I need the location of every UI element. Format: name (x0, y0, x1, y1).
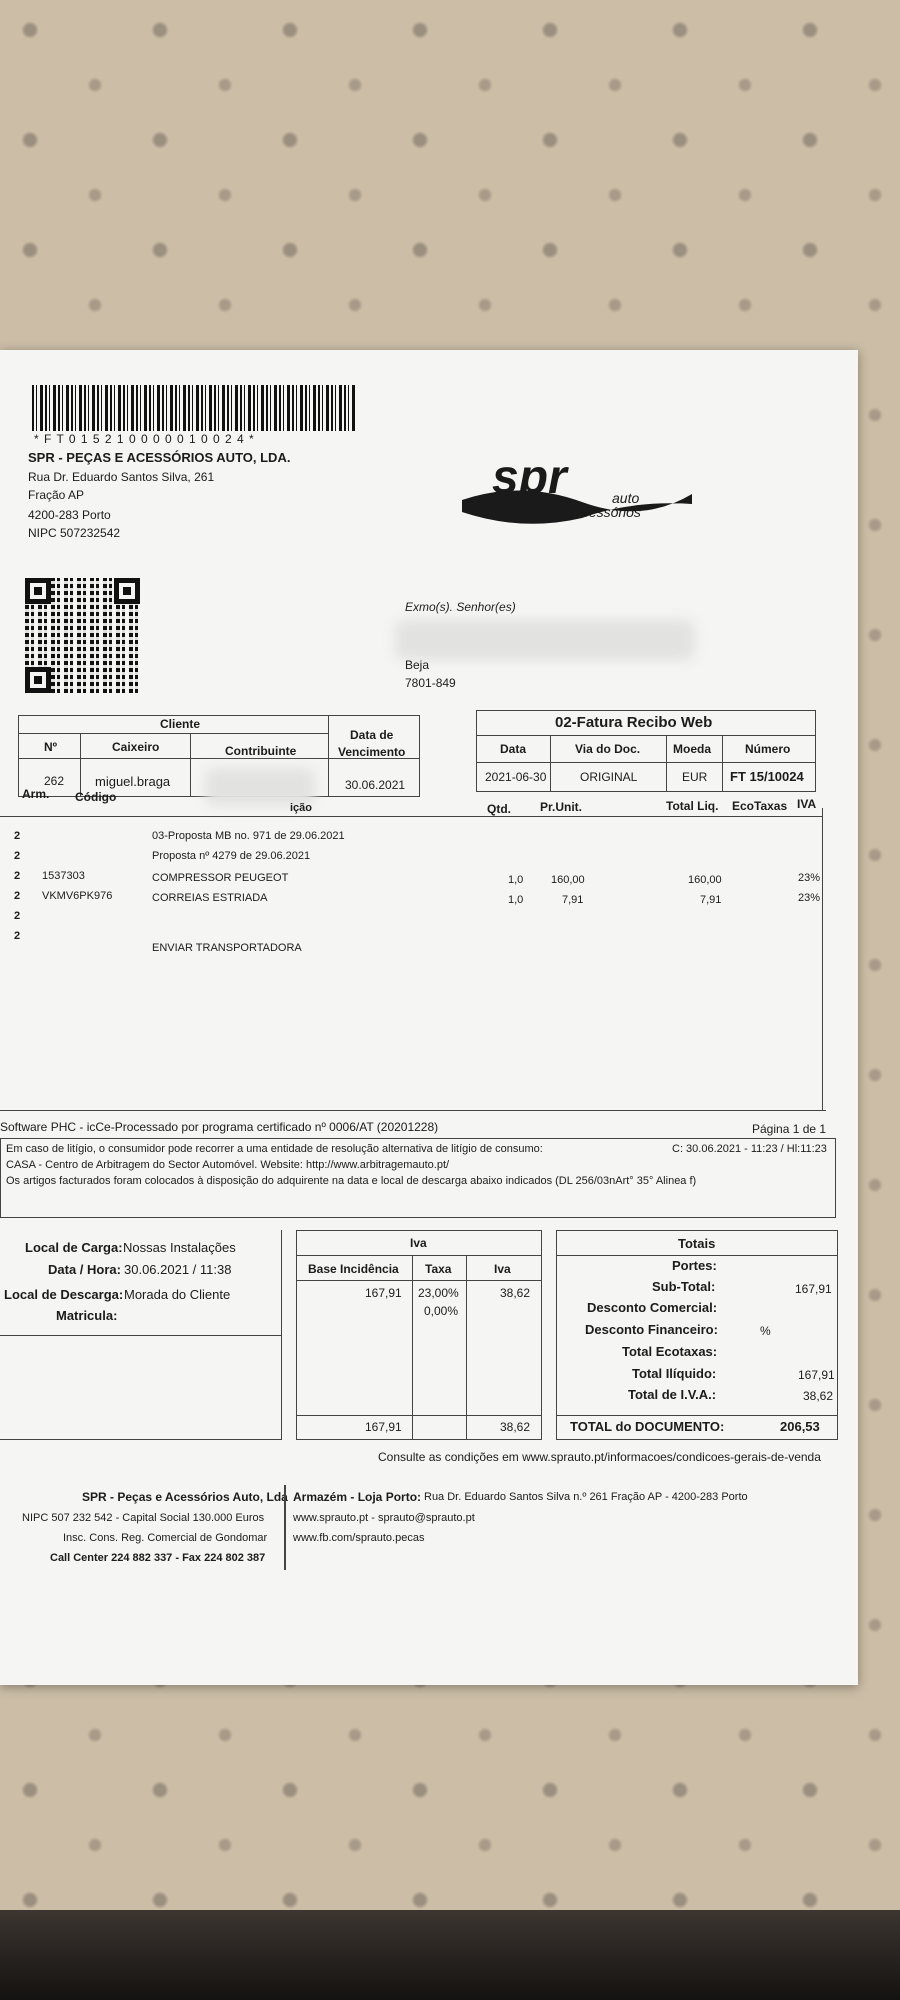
row-arm: 2 (14, 830, 21, 842)
iva-base: 167,91 (365, 1286, 402, 1300)
page-indicator: Página 1 de 1 (752, 1122, 827, 1136)
desc-comercial-label: Desconto Comercial: (587, 1300, 718, 1315)
lines-header-arm: Arm. (22, 787, 50, 801)
table-row (0, 890, 822, 908)
iva-taxa-1: 23,00% (418, 1286, 459, 1300)
iva-header-taxa: Taxa (425, 1262, 452, 1276)
barcode (32, 385, 357, 431)
iva-total-iva: 38,62 (500, 1420, 531, 1434)
company-address-1: Rua Dr. Eduardo Santos Silva, 261 (28, 470, 215, 484)
company-nipc: NIPC 507232542 (28, 526, 121, 540)
client-header-vencimento-2: Vencimento (338, 745, 406, 759)
row-codigo: 1537303 (42, 870, 85, 882)
iva-total-value: 38,62 (803, 1389, 834, 1403)
redacted-name (395, 620, 695, 660)
logo-sub-1: auto (612, 490, 640, 506)
footer-armazem-address: Rua Dr. Eduardo Santos Silva n.º 261 Fração AP - 4200-283 Porto (424, 1491, 748, 1503)
iva-valor: 38,62 (500, 1286, 531, 1300)
invoice-header-numero: Número (745, 742, 791, 756)
footer-facebook[interactable]: www.fb.com/sprauto.pecas (293, 1532, 425, 1544)
company-name: SPR - PEÇAS E ACESSÓRIOS AUTO, LDA. (28, 450, 291, 465)
row-descricao: 03-Proposta MB no. 971 de 29.06.2021 (152, 830, 345, 842)
company-address-2: Fração AP (28, 488, 85, 502)
lines-header-total-liq: Total Liq. (666, 799, 719, 813)
legal-timestamp: C: 30.06.2021 - 11:23 / Hl:11:23 (672, 1143, 827, 1155)
invoice-header-moeda: Moeda (673, 742, 712, 756)
lines-header-pr-unit: Pr.Unit. (540, 800, 583, 814)
iva-total-base: 167,91 (365, 1420, 402, 1434)
iliquido-label: Total Ilíquido: (632, 1366, 717, 1381)
recipient-salutation: Exmo(s). Senhor(es) (405, 600, 516, 614)
iva-taxa-2: 0,00% (424, 1304, 459, 1318)
lines-header-codigo: Código (75, 790, 117, 804)
lines-header-descricao: ição (290, 802, 313, 814)
logo-main: spr (492, 451, 567, 504)
recipient-city: Beja (405, 658, 430, 672)
footer-registo: Insc. Cons. Reg. Comercial de Gondomar (63, 1532, 268, 1544)
row-arm: 2 (14, 910, 21, 922)
datahora-label: Data / Hora: (48, 1262, 121, 1277)
redacted-contribuinte (205, 768, 315, 806)
invoice-moeda: EUR (682, 770, 708, 784)
client-header-vencimento-1: Data de (350, 728, 394, 742)
footer-armazem-label: Armazém - Loja Porto: (293, 1490, 422, 1504)
row-total: 7,91 (700, 894, 722, 906)
row-descricao: Proposta nº 4279 de 29.06.2021 (152, 850, 311, 862)
desc-financeiro-label: Desconto Financeiro: (585, 1322, 718, 1337)
iliquido-value: 167,91 (798, 1368, 835, 1382)
invoice-title: 02-Fatura Recibo Web (555, 714, 713, 731)
desc-financeiro-value: % (760, 1324, 771, 1338)
row-iva: 23% (798, 892, 821, 904)
client-header-caixeiro: Caixeiro (112, 740, 160, 754)
ecotaxas-label: Total Ecotaxas: (622, 1344, 718, 1359)
invoice-header-via: Via do Doc. (575, 742, 641, 756)
client-vencimento: 30.06.2021 (345, 778, 406, 792)
row-arm: 2 (14, 850, 21, 862)
invoice-numero: FT 15/10024 (730, 769, 804, 784)
row-pr-unit: 7,91 (562, 894, 584, 906)
spr-logo (462, 451, 692, 530)
portes-label: Portes: (672, 1258, 717, 1273)
client-title: Cliente (160, 717, 201, 731)
qr-code (25, 578, 140, 693)
conditions-link[interactable]: Consulte as condições em www.sprauto.pt/informacoes/condicoes-gerais-de-venda (378, 1450, 821, 1464)
footer-web-email[interactable]: www.sprauto.pt - sprauto@sprauto.pt (293, 1512, 475, 1524)
row-total: 160,00 (688, 874, 722, 886)
lines-header-qtd: Qtd. (487, 802, 511, 816)
iva-header-iva: Iva (494, 1262, 511, 1276)
footer-name: SPR - Peças e Acessórios Auto, Lda (82, 1490, 288, 1504)
invoice-data: 2021-06-30 (485, 770, 547, 784)
row-arm: 2 (14, 870, 21, 882)
subtotal-label: Sub-Total: (652, 1279, 716, 1294)
client-header-contribuinte: Contribuinte (225, 744, 297, 758)
invoice-header-data: Data (500, 742, 527, 756)
logo-sub-2: acessórios (574, 504, 641, 520)
row-qtd: 1,0 (508, 874, 524, 886)
client-header-no: Nº (44, 740, 58, 754)
row-arm: 2 (14, 930, 21, 942)
total-documento-label: TOTAL do DOCUMENTO: (570, 1419, 725, 1434)
client-caixeiro: miguel.braga (95, 774, 171, 789)
total-documento-value: 206,53 (780, 1419, 820, 1434)
row-pr-unit: 160,00 (551, 874, 585, 886)
descarga-value: Morada do Cliente (124, 1287, 231, 1302)
row-qtd: 1,0 (508, 894, 524, 906)
lines-header-iva: IVA (797, 797, 817, 811)
legal-line-1: Em caso de litígio, o consumidor pode recorrer a uma entidade de resolução alternativa de litígio de consumo: (6, 1143, 543, 1155)
row-arm: 2 (14, 890, 21, 902)
legal-line-2: CASA - Centro de Arbitragem do Sector Automóvel. Website: http://www.arbitragemauto.pt/ (6, 1159, 450, 1171)
matricula-label: Matricula: (56, 1308, 118, 1323)
table-row (0, 870, 822, 888)
table-row (0, 830, 822, 848)
row-descricao: CORREIAS ESTRIADA (152, 892, 268, 904)
barcode-text: * F T 0 1 5 2 1 0 0 0 0 0 1 0 0 2 4 * (34, 432, 255, 446)
invoice-paper (0, 350, 858, 1685)
legal-line-3: Os artigos facturados foram colocados à disposição do adquirente na data e local de descarga abaixo indicados (DL 256/03nArt° 35° Alinea f) (6, 1175, 697, 1187)
floor-shadow (0, 1910, 900, 2000)
iva-total-label: Total de I.V.A.: (628, 1387, 717, 1402)
iva-title: Iva (410, 1236, 427, 1250)
company-postcode: 4200-283 Porto (28, 508, 111, 522)
table-row (0, 910, 822, 928)
iva-header-base: Base Incidência (308, 1262, 399, 1276)
lines-header-ecotaxas: EcoTaxas (732, 799, 788, 813)
totals-title: Totais (678, 1236, 716, 1251)
descarga-label: Local de Descarga: (4, 1287, 124, 1302)
subtotal-value: 167,91 (795, 1282, 832, 1296)
recipient-postcode: 7801-849 (405, 676, 456, 690)
software-text: Software PHC - icCe-Processado por programa certificado nº 0006/AT (20201228) (0, 1120, 439, 1134)
datahora-value: 30.06.2021 / 11:38 (124, 1262, 232, 1277)
invoice-via: ORIGINAL (580, 770, 638, 784)
client-no: 262 (44, 774, 65, 788)
row-codigo: VKMV6PK976 (42, 890, 113, 902)
row-iva: 23% (798, 872, 821, 884)
carga-label: Local de Carga: (25, 1240, 123, 1255)
footer-callcenter: Call Center 224 882 337 - Fax 224 802 387 (50, 1552, 266, 1564)
carga-value: Nossas Instalações (123, 1240, 236, 1255)
table-row (0, 850, 822, 868)
footer-capital: NIPC 507 232 542 - Capital Social 130.000 Euros (22, 1512, 265, 1524)
row-descricao: ENVIAR TRANSPORTADORA (152, 942, 302, 954)
table-row (0, 930, 822, 954)
row-descricao: COMPRESSOR PEUGEOT (152, 872, 289, 884)
